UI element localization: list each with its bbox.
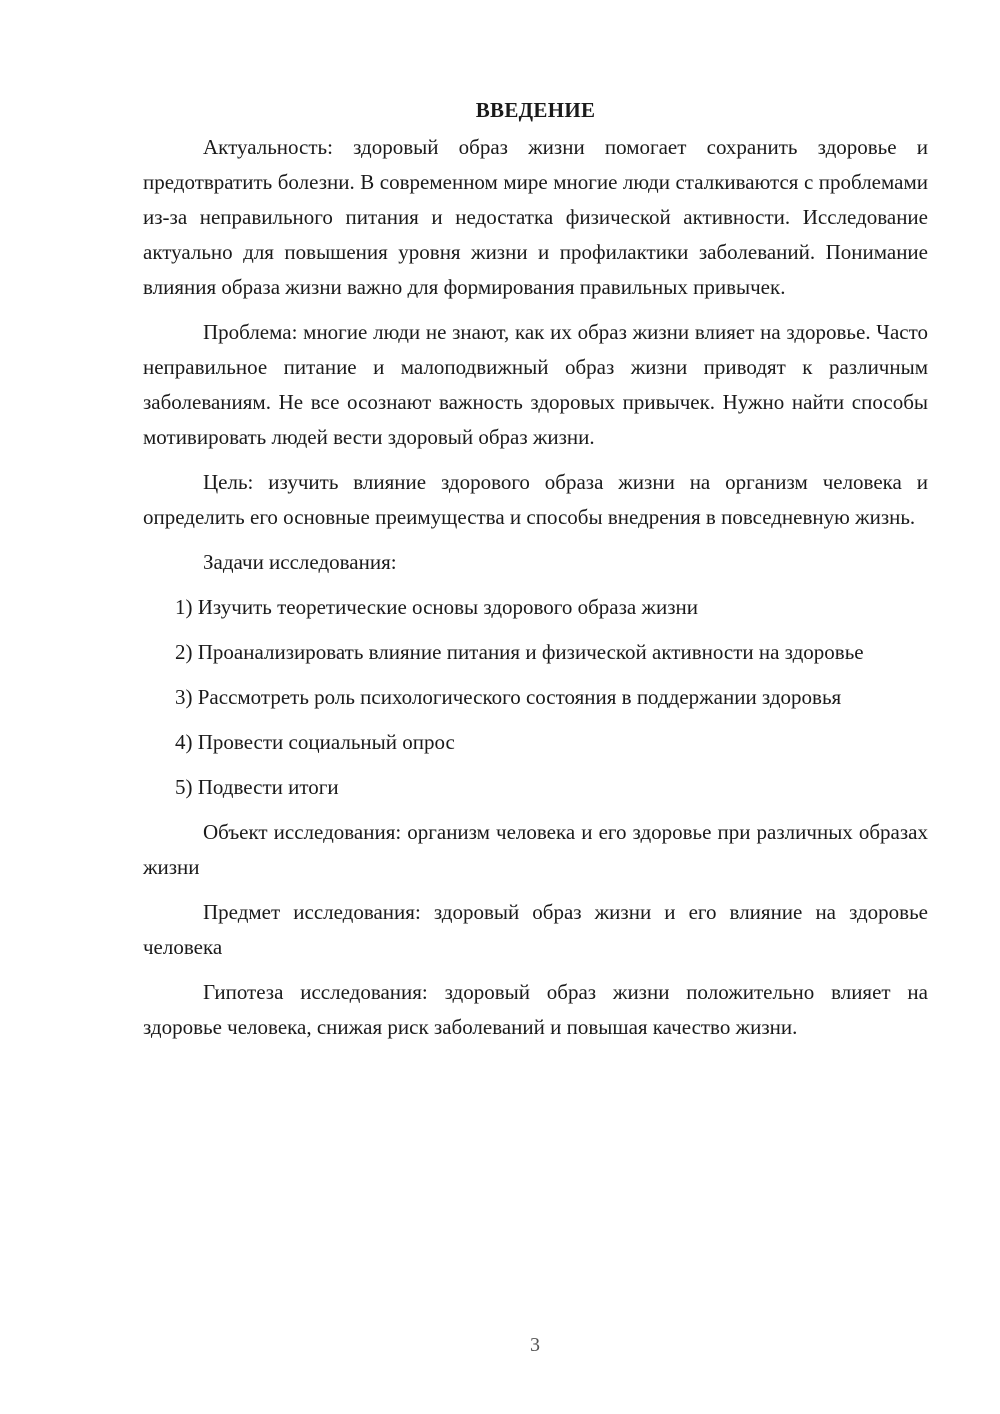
paragraph-subject: Предмет исследования: здоровый образ жизни и его влияние на здоровье человека <box>143 900 928 959</box>
tasks-list <box>143 590 928 805</box>
list-item: 3) Рассмотреть роль психологического состояния в поддержании здоровья <box>175 685 842 709</box>
page-number: 3 <box>530 1334 540 1356</box>
paragraph-object: Объект исследования: организм человека и его здоровье при различных образах жизни <box>143 820 928 879</box>
document-page <box>143 96 928 1055</box>
document-title: ВВЕДЕНИЕ <box>475 98 596 122</box>
list-item: 1) Изучить теоретические основы здорового образа жизни <box>175 595 699 619</box>
paragraph-goal: Цель: изучить влияние здорового образа жизни на организм человека и определить его основные преимущества и способы внедрения в повседневную жизнь. <box>143 470 928 529</box>
list-item: 4) Провести социальный опрос <box>175 730 455 754</box>
paragraph-relevance: Актуальность: здоровый образ жизни помогает сохранить здоровье и предотвратить болезни. В современном мире многие люди сталкиваются с проблемами из-за неправильного питания и недостатка физической активности. Исследование актуально для повышения уровня жизни и профилактики заболеваний. Понимание влияния образа жизни важно для формирования правильных привычек. <box>143 135 928 299</box>
list-item: 2) Проанализировать влияние питания и физической активности на здоровье <box>175 640 864 664</box>
paragraph-problem: Проблема: многие люди не знают, как их образ жизни влияет на здоровье. Часто неправильное питание и малоподвижный образ жизни приводят к различным заболеваниям. Не все осознают важность здоровых привычек. Нужно найти способы мотивировать людей вести здоровый образ жизни. <box>143 320 928 449</box>
paragraph-tasks-heading: Задачи исследования: <box>203 550 397 574</box>
list-item: 5) Подвести итоги <box>175 775 339 799</box>
paragraph-hypothesis: Гипотеза исследования: здоровый образ жизни положительно влияет на здоровье человека, снижая риск заболеваний и повышая качество жизни. <box>143 980 928 1039</box>
